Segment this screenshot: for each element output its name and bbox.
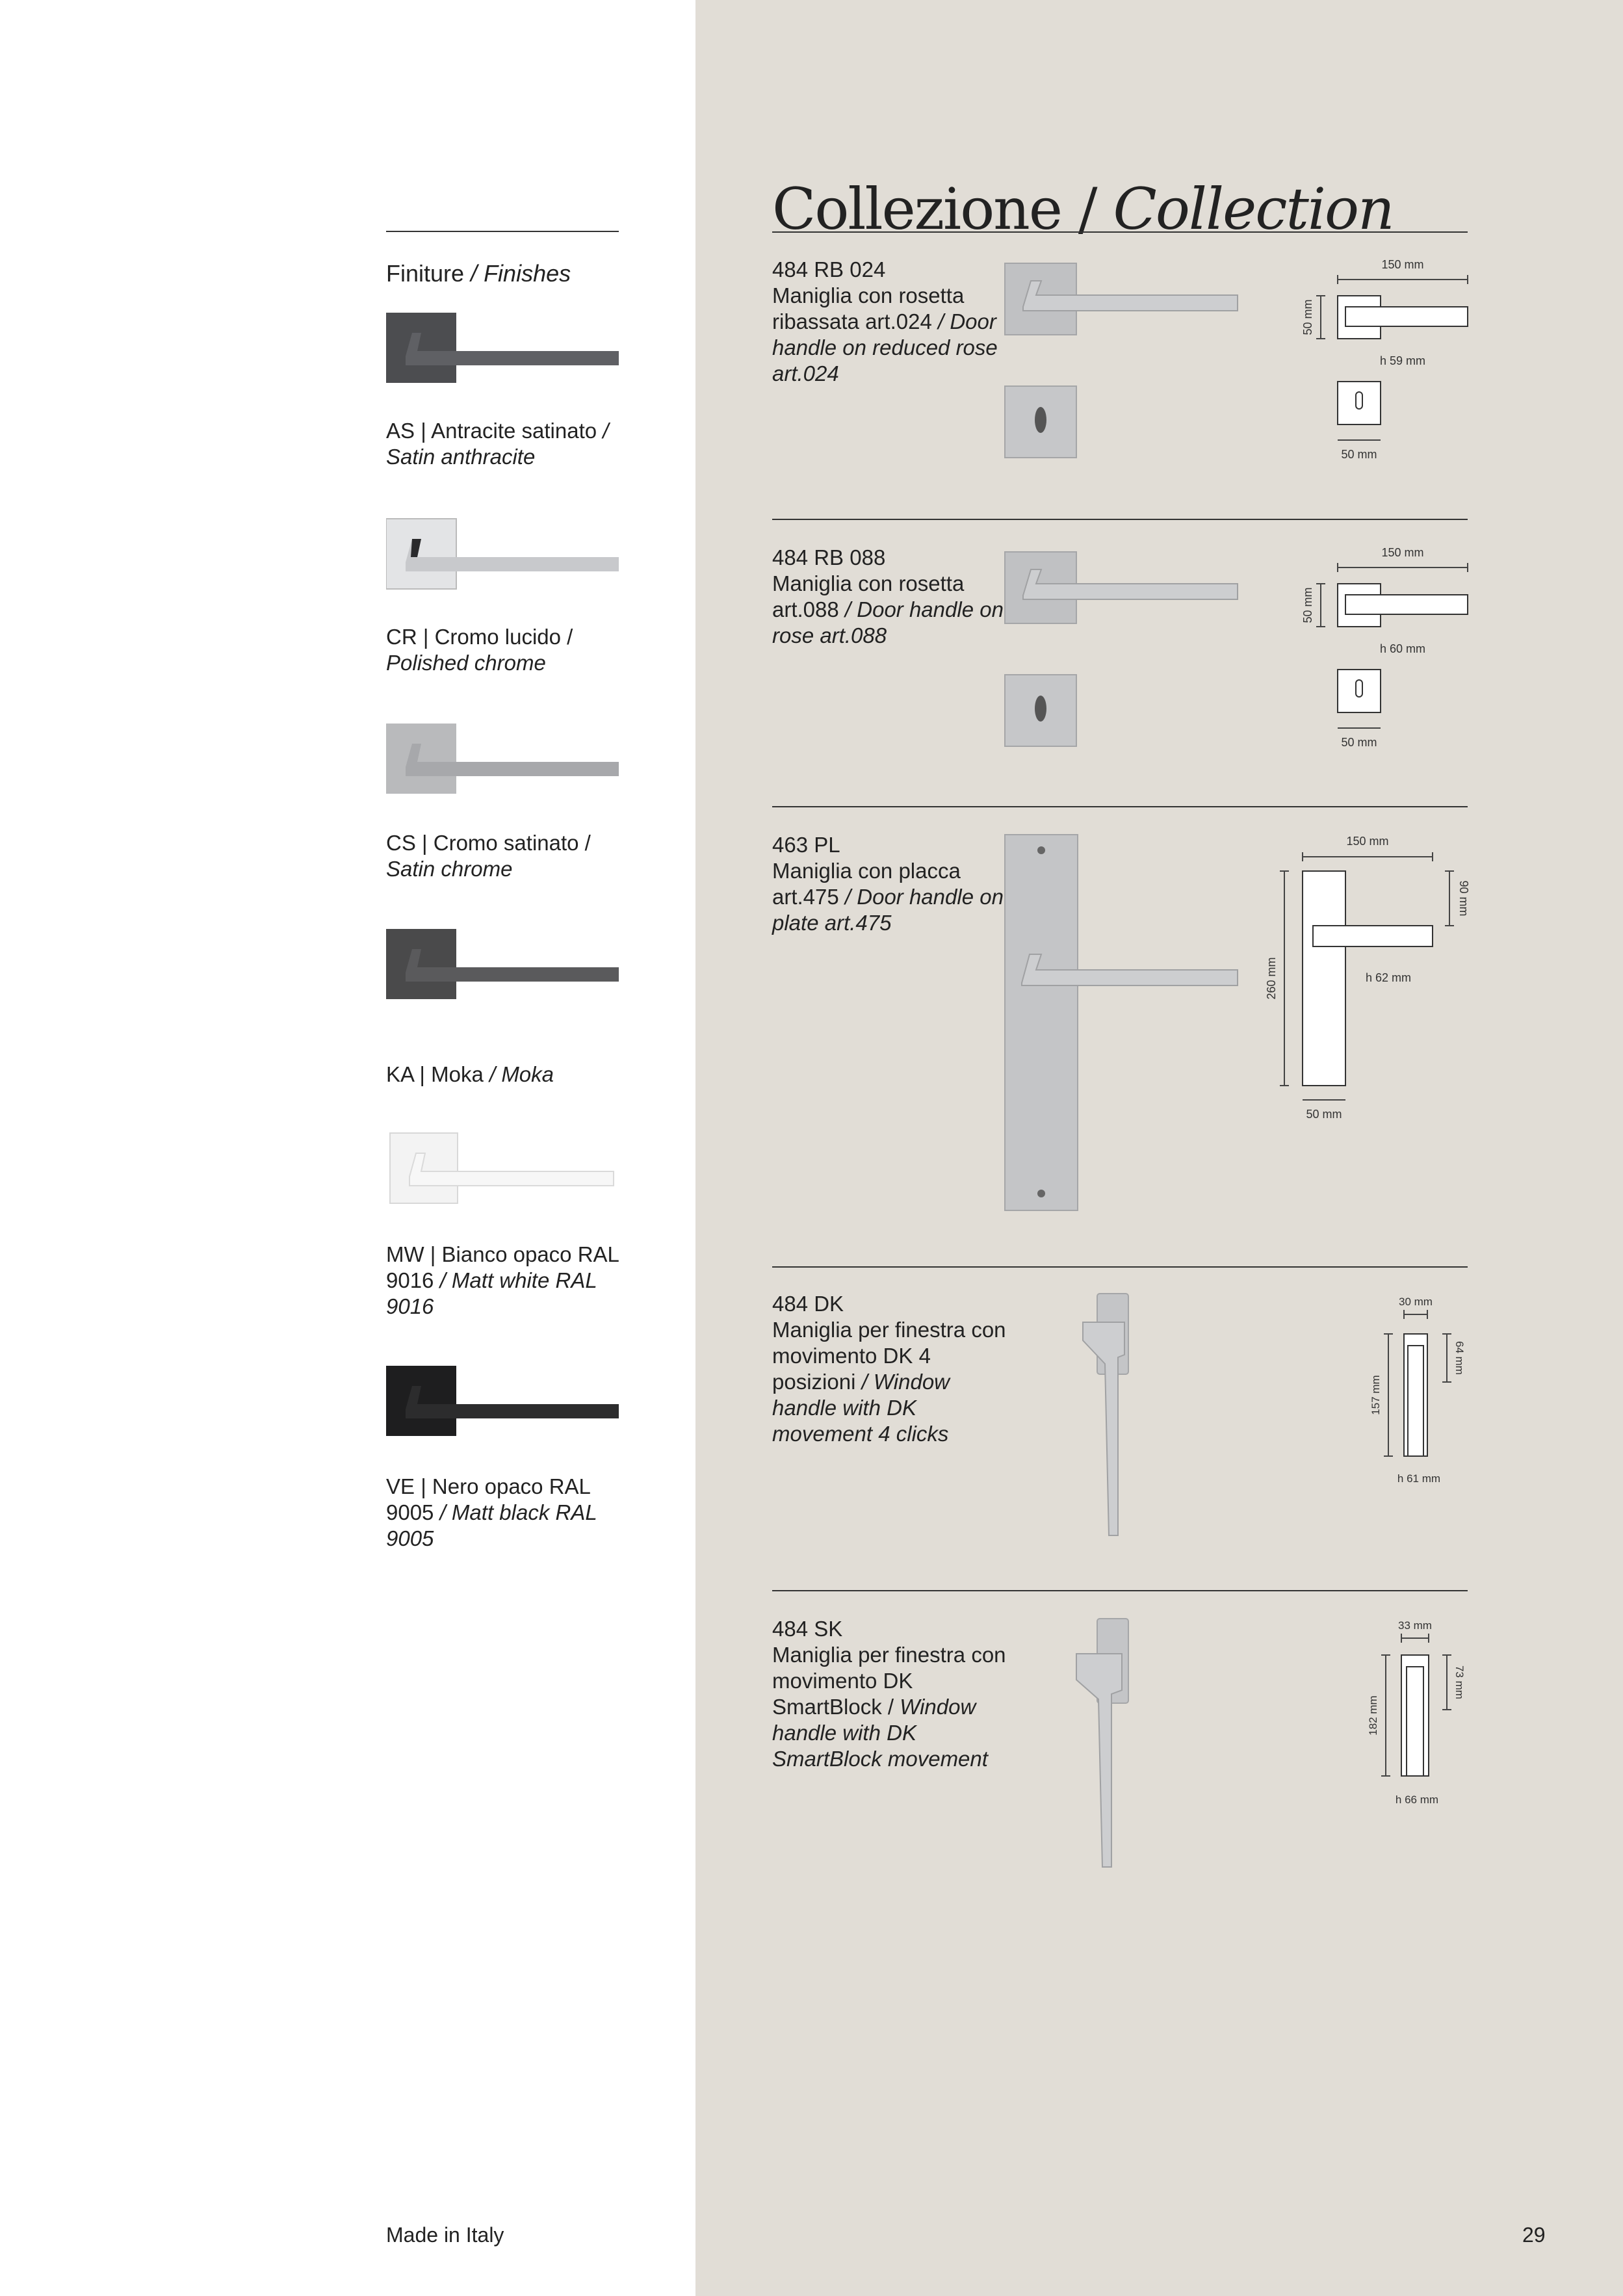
product-484-dk-image	[1079, 1292, 1150, 1539]
product-484-dk-dimension-drawing	[1352, 1291, 1482, 1493]
finish-label-ka: KA | Moka / Moka	[386, 1062, 554, 1086]
dim-width: 150 mm	[1346, 835, 1389, 848]
product-description: Maniglia per finestra con movimento DK 4 posizioni / Window handle with DK movement 4 clicks	[772, 1318, 1006, 1446]
product-divider	[772, 1590, 1468, 1591]
dim-length: 157 mm	[1370, 1375, 1382, 1415]
product-484-rb-088-dimension-drawing	[1293, 545, 1475, 753]
finish-handle-image-mw	[386, 1131, 620, 1207]
finish-label-cs: CS | Cromo satinato / Satin chrome	[386, 831, 591, 881]
product-description: Maniglia con rosetta art.088 / Door handle on rose art.088	[772, 571, 1004, 647]
dim-length: 182 mm	[1367, 1695, 1379, 1736]
product-divider	[772, 806, 1468, 807]
dim-side: 50 mm	[1301, 299, 1314, 335]
dim-plate: 50 mm	[1306, 1108, 1342, 1121]
dim-rose: 50 mm	[1341, 736, 1377, 749]
finishes-top-rule	[386, 231, 619, 232]
product-code: 484 RB 024	[772, 257, 886, 281]
finish-handle-image-cr	[386, 517, 620, 592]
dim-width: 150 mm	[1381, 546, 1424, 559]
finish-handle-image-as	[386, 311, 620, 386]
product-484-rb-024-text	[772, 257, 1013, 387]
product-description: Maniglia per finestra con movimento DK SmartBlock / Window handle with DK SmartBlock movement	[772, 1643, 1006, 1771]
dim-height: h 66 mm	[1395, 1794, 1439, 1806]
title-rule	[772, 231, 1468, 233]
product-code: 484 SK	[772, 1617, 843, 1641]
dim-height: h 61 mm	[1397, 1472, 1441, 1485]
product-484-rb-024-dimension-drawing	[1293, 257, 1475, 465]
product-484-rb-088-image	[1004, 550, 1244, 751]
product-484-sk-image	[1072, 1617, 1150, 1871]
product-484-sk-dimension-drawing	[1352, 1615, 1482, 1810]
dim-rose: 50 mm	[1341, 448, 1377, 461]
finish-label-cr: CR | Cromo lucido / Polished chrome	[386, 625, 573, 675]
dim-height: h 60 mm	[1379, 642, 1426, 655]
product-code: 484 DK	[772, 1292, 844, 1316]
finish-handle-image-cs	[386, 722, 620, 797]
dim-width: 33 mm	[1398, 1619, 1432, 1632]
dim-side: 50 mm	[1301, 587, 1314, 623]
dim-height: h 62 mm	[1365, 971, 1412, 984]
dim-offset: 90 mm	[1457, 880, 1470, 917]
footer-made-in-italy: Made in Italy	[386, 2223, 504, 2247]
product-description: Maniglia con placca art.475 / Door handle on plate art.475	[772, 859, 1004, 935]
product-484-sk-text	[772, 1616, 1013, 1772]
product-code: 484 RB 088	[772, 545, 886, 569]
product-484-dk-text	[772, 1291, 1013, 1447]
dim-offset: 64 mm	[1453, 1341, 1466, 1375]
dim-width: 30 mm	[1399, 1296, 1433, 1308]
finish-handle-image-ka	[386, 927, 620, 1002]
dim-width: 150 mm	[1381, 258, 1424, 271]
product-divider	[772, 519, 1468, 520]
finish-handle-image-ve	[386, 1364, 620, 1439]
page-number: 29	[1522, 2223, 1546, 2247]
page-title: Collezione / Collection	[772, 176, 1394, 242]
product-484-rb-024-image	[1004, 261, 1244, 463]
finish-label-as: AS | Antracite satinato / Satin anthracite	[386, 419, 609, 469]
dim-height: h 59 mm	[1379, 354, 1426, 367]
product-484-rb-088-text	[772, 545, 1013, 649]
finish-label-mw: MW | Bianco opaco RAL 9016 / Matt white RAL 9016	[386, 1242, 619, 1318]
product-463-pl-image	[1004, 833, 1244, 1212]
product-463-pl-text	[772, 832, 1013, 936]
finish-label-ve: VE | Nero opaco RAL 9005 / Matt black RAL 9005	[386, 1474, 597, 1550]
product-code: 463 PL	[772, 833, 840, 857]
dim-length: 260 mm	[1265, 957, 1278, 1000]
product-463-pl-dimension-drawing	[1261, 832, 1475, 1125]
dim-offset: 73 mm	[1453, 1665, 1466, 1699]
product-description: Maniglia con rosetta ribassata art.024 / Door handle on reduced rose art.024	[772, 283, 998, 385]
finishes-heading: Finiture / Finishes	[386, 260, 571, 287]
product-divider	[772, 1266, 1468, 1268]
